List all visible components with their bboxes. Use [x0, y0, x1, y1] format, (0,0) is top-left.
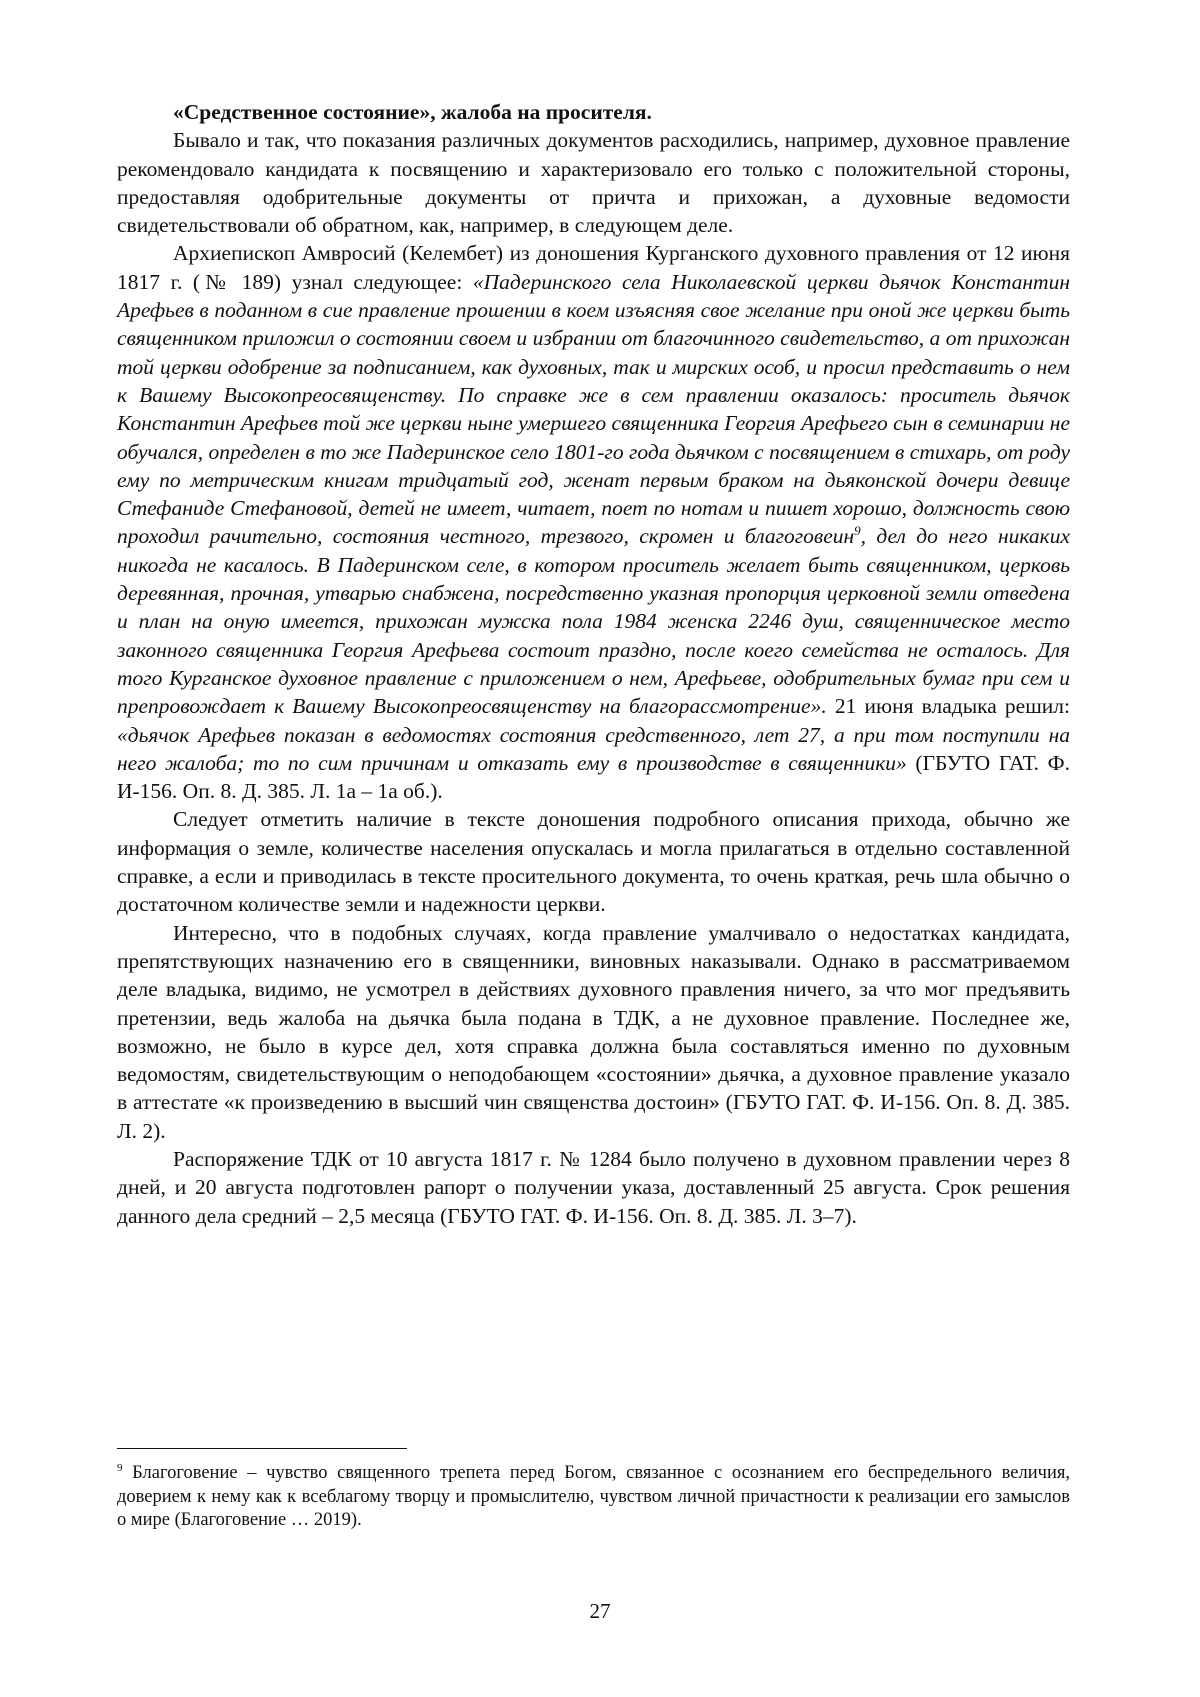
paragraph-1: Бывало и так, что показания различных документов расходились, например, духовное правление рекомендовало кандидата к посвящению и характеризовало его только с положительной стороны, предоставляя одобрительные документы от причта и прихожан, а духовные ведомости свидетельствовали об обратном, как, например, в следующем деле.	[117, 126, 1070, 239]
paragraph-4: Интересно, что в подобных случаях, когда правление умалчивало о недостатках кандидата, препятствующих назначению его в священники, виновных наказывали. Однако в рассматриваемом деле владыка, видимо, не усмотрел в действиях духовного правления ничего, за что мог предъявить претензии, ведь жалоба на дьячка была подана в ТДК, а не духовное правление. Последнее же, возможно, не было в курсе дел, хотя справка должна была составляться именно по духовным ведомостям, свидетельствующим о неподобающем «состоянии» дьячка, а духовное правление указало в аттестате «к произведению в высший чин священства достоин» (ГБУТО ГАТ. Ф. И-156. Оп. 8. Д. 385. Л. 2).	[117, 919, 1070, 1145]
quote-report-continued: , дел до него никаких никогда не касалось. В Падеринском селе, в котором проситель желает быть священником, церковь деревянная, прочная, утварью снабжена, посредственно указная пропорция церковной земли отведена и план на оную имеется, прихожан мужска пола 1984 женска 2246 душ, священническое место законного священника Георгия Арефьева состоит праздно, после коего семейства не осталось. Для того Курганское духовное правление с приложением о нем, Арефьеве, одобрительных бумаг при сем и препровождает к Вашему Высокопреосвященству на благорассмотрение».	[117, 524, 1070, 718]
footnote-divider	[117, 1448, 407, 1449]
quote-report: «Падеринского села Николаевской церкви дьячок Константин Арефьев в поданном в сие правление прошении в коем изъясняя свое желание при оной же церкви быть священником приложил о состоянии своем и избрании от благочинного свидетельство, а от прихожан той церкви одобрение за подписанием, как духовных, так и мирских особ, и просил представить о нем к Вашему Высокопреосвященству. По справке же в сем правлении оказалось: проситель дьячок Константин Арефьев той же церкви ныне умершего священника Георгия Арефьего сын в семинарии не обучался, определен в то же Падеринское село 1801-го года дьячком с посвящением в стихарь, от роду ему по метрическим книгам тридцатый год, женат первым браком на дьяконской дочери девице Стефаниде Стефановой, детей не имеет, читает, поет по нотам и пишет хорошо, должность свою проходил рачительно, состояния честного, трезвого, скромен и благоговеин	[117, 270, 1070, 549]
footnote-reference[interactable]: 9	[854, 523, 861, 538]
footnote	[117, 1462, 1070, 1533]
paragraph-2-intro: Архиепископ Амвросий (Келембет) из доношения Курганского духовного правления от 12 июня 1817 г. (№ 189) узнал следующее:	[117, 241, 1070, 293]
paragraph-3: Следует отметить наличие в тексте доношения подробного описания прихода, обычно же информация о земле, количестве населения опускалась и могла прилагаться в отдельно составленной справке, а если и приводилась в тексте просительного документа, то очень краткая, речь шла обычно о достаточном количестве земли и надежности церкви.	[117, 805, 1070, 918]
section-heading: «Средственное состояние», жалоба на просителя.	[117, 98, 1070, 126]
footnote-text: Благоговение – чувство священного трепета перед Богом, связанное с осознанием его беспредельного величия, доверием к нему как к всеблагому творцу и промыслителю, чувством личной причастности к реализации его замыслов о мире (Благоговение … 2019).	[117, 1463, 1070, 1530]
quote-resolution: «дьячок Арефьев показан в ведомостях состояния средственного, лет 27, а при том поступили на него жалоба; то по сим причинам и отказать ему в производстве в священники»	[117, 723, 1070, 775]
footnote-mark: 9	[117, 1462, 123, 1474]
paragraph-5: Распоряжение ТДК от 10 августа 1817 г. № 1284 было получено в духовном правлении через 8 дней, и 20 августа подготовлен рапорт о получении указа, доставленный 25 августа. Срок решения данного дела средний – 2,5 месяца (ГБУТО ГАТ. Ф. И-156. Оп. 8. Д. 385. Л. 3–7).	[117, 1145, 1070, 1230]
paragraph-2	[117, 239, 1070, 805]
page-body	[117, 98, 1070, 1230]
page-number: 27	[0, 1599, 1200, 1624]
paragraph-2-middle: 21 июня владыка решил:	[827, 694, 1070, 718]
archive-reference: (ГБУТО ГАТ. Ф. И-156. Оп. 8. Д. 385. Л. 1а – 1а об.).	[117, 751, 1070, 803]
